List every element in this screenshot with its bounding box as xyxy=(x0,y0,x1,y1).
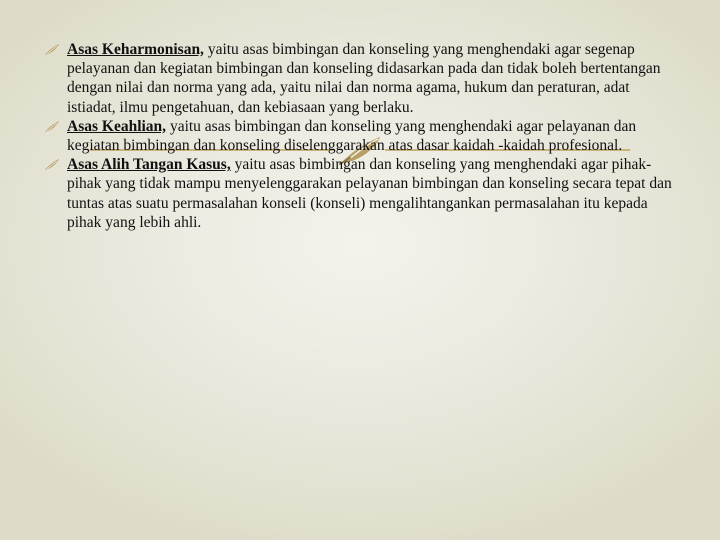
description-keahlian: yaitu asas bimbingan dan konseling yang menghendaki agar pelayanan dan kegiatan bimbingan dan konseling diselenggarakan atas dasar kaidah -kaidah profesional. xyxy=(67,117,637,155)
description-keharmonisan: yaitu asas bimbingan dan konseling yang menghendaki agar segenap pelayanan dan kegiatan bimbingan dan konseling didasarkan pada dan tidak boleh bertentangan dengan nilai dan norma yang ada, yaitu nilai dan norma agama, hukum dan peraturan, adat istiadat, ilmu pengetahuan, dan kebiasaan yang berlaku. xyxy=(67,41,661,116)
bullet-list xyxy=(44,40,680,232)
feather-quill-icon xyxy=(44,158,60,171)
feather-quill-icon xyxy=(44,43,60,56)
list-item-keharmonisan xyxy=(44,40,680,117)
term-keharmonisan: Asas Keharmonisan, xyxy=(67,41,204,58)
feather-quill-icon xyxy=(44,120,60,133)
list-item-keahlian xyxy=(44,117,680,155)
list-item-alih-tangan-kasus xyxy=(44,155,680,232)
description-alih-tangan-kasus: yaitu asas bimbingan dan konseling yang menghendaki agar pihak-pihak yang tidak mampu menyelenggarakan pelayanan bimbingan dan konseling secara tepat dan tuntas atas suatu permasalahan konseli (konseli) mengalihtangankan permasalahan itu kepada pihak yang lebih ahli. xyxy=(67,156,672,231)
term-keahlian: Asas Keahlian, xyxy=(67,117,167,135)
term-alih-tangan-kasus: Asas Alih Tangan Kasus, xyxy=(67,156,231,174)
